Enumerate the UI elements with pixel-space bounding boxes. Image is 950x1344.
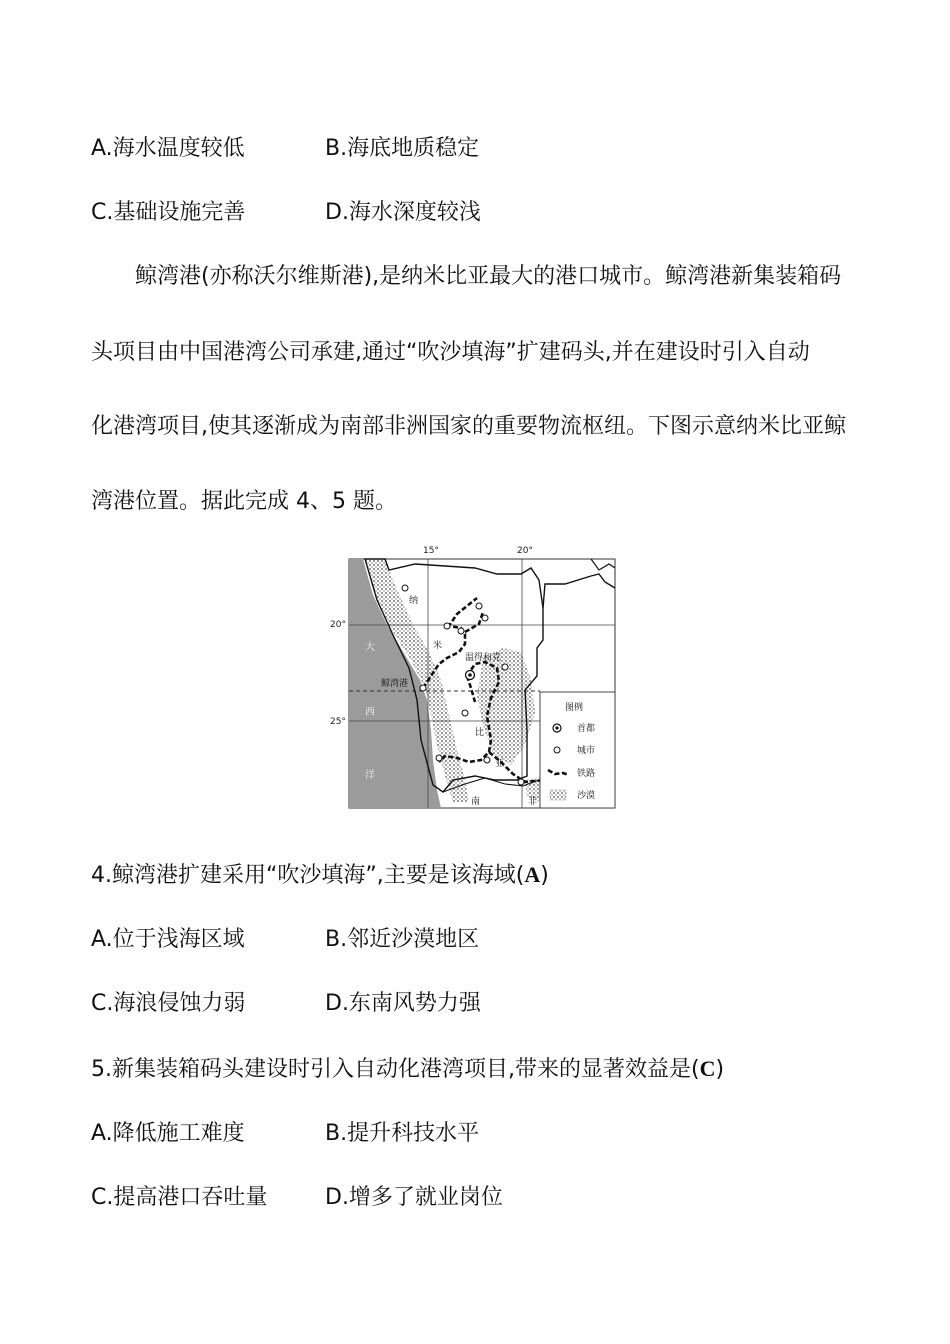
south-africa-char-2: 非 — [528, 797, 538, 807]
q4-answer: A — [524, 862, 541, 887]
legend-city-label: 城市 — [577, 746, 596, 756]
capital-label: 温得和克 — [465, 653, 502, 663]
q5-option-c: C.提高港口吞吐量 — [91, 1185, 268, 1210]
lat-label-20: 20° — [330, 620, 346, 630]
city-marker — [502, 664, 508, 670]
legend-desert-icon — [550, 790, 566, 800]
legend-capital-icon-dot — [555, 726, 558, 729]
q3-option-c: C.基础设施完善 — [91, 200, 246, 225]
q5-option-b: B.提升科技水平 — [325, 1121, 480, 1146]
port-label: 鲸湾港 — [381, 679, 409, 689]
port-marker — [420, 685, 426, 691]
q4-option-d: D.东南风势力强 — [325, 991, 481, 1016]
q4-stem-text: 4.鲸湾港扩建采用“吹沙填海”,主要是该海域( — [91, 863, 525, 888]
country-char-1: 纳 — [409, 596, 419, 606]
country-char-2: 米 — [433, 641, 443, 651]
passage-line-4: 湾港位置。据此完成 4、5 题。 — [91, 489, 397, 514]
city-marker — [484, 757, 490, 763]
q4-option-c: C.海浪侵蚀力弱 — [91, 991, 246, 1016]
lon-label-15: 15° — [423, 546, 439, 556]
ocean-char-3: 洋 — [365, 770, 375, 781]
q5-stem-text: 5.新集装箱码头建设时引入自动化港湾项目,带来的显著效益是( — [91, 1057, 700, 1082]
q4-option-b: B.邻近沙漠地区 — [325, 927, 480, 952]
capital-marker-dot — [468, 673, 472, 677]
legend-city-icon — [554, 747, 560, 753]
q3-option-d: D.海水深度较浅 — [325, 200, 481, 225]
country-char-4: 亚 — [495, 759, 505, 769]
passage-line-3: 化港湾项目,使其逐渐成为南部非洲国家的重要物流枢纽。下图示意纳米比亚鲸 — [91, 414, 846, 439]
city-marker — [436, 755, 442, 761]
q4-option-a: A.位于浅海区域 — [91, 927, 245, 952]
legend-railway-label: 铁路 — [577, 769, 596, 779]
city-marker — [518, 779, 524, 785]
legend-desert-label: 沙漠 — [577, 791, 596, 801]
lon-label-20: 20° — [517, 546, 533, 556]
q5-option-d: D.增多了就业岗位 — [325, 1185, 503, 1210]
city-marker — [402, 585, 408, 591]
q3-option-a: A.海水温度较低 — [91, 136, 245, 161]
city-marker — [462, 710, 468, 716]
city-marker — [458, 628, 464, 634]
q4-stem-close: ) — [540, 863, 549, 888]
q4-stem — [91, 860, 549, 891]
q3-option-b: B.海底地质稳定 — [325, 136, 480, 161]
q5-option-a: A.降低施工难度 — [91, 1121, 245, 1146]
ocean-char-1: 大 — [365, 642, 375, 653]
city-marker — [476, 603, 482, 609]
city-marker — [482, 615, 488, 621]
legend-capital-label: 首都 — [577, 724, 596, 734]
country-char-3: 比 — [475, 728, 485, 738]
south-africa-char-1: 南 — [471, 797, 481, 807]
q5-stem — [91, 1054, 724, 1085]
legend-title: 图例 — [565, 703, 584, 713]
namibia-map — [325, 540, 625, 815]
passage-line-1: 鲸湾港(亦称沃尔维斯港),是纳米比亚最大的港口城市。鲸湾港新集装箱码 — [135, 264, 842, 289]
q5-answer: C — [699, 1056, 716, 1081]
ocean-char-2: 西 — [365, 707, 375, 718]
q5-stem-close: ) — [715, 1057, 725, 1082]
passage-line-2: 头项目由中国港湾公司承建,通过“吹沙填海”扩建码头,并在建设时引入自动 — [91, 340, 810, 365]
lat-label-25: 25° — [330, 717, 346, 727]
city-marker — [444, 623, 450, 629]
